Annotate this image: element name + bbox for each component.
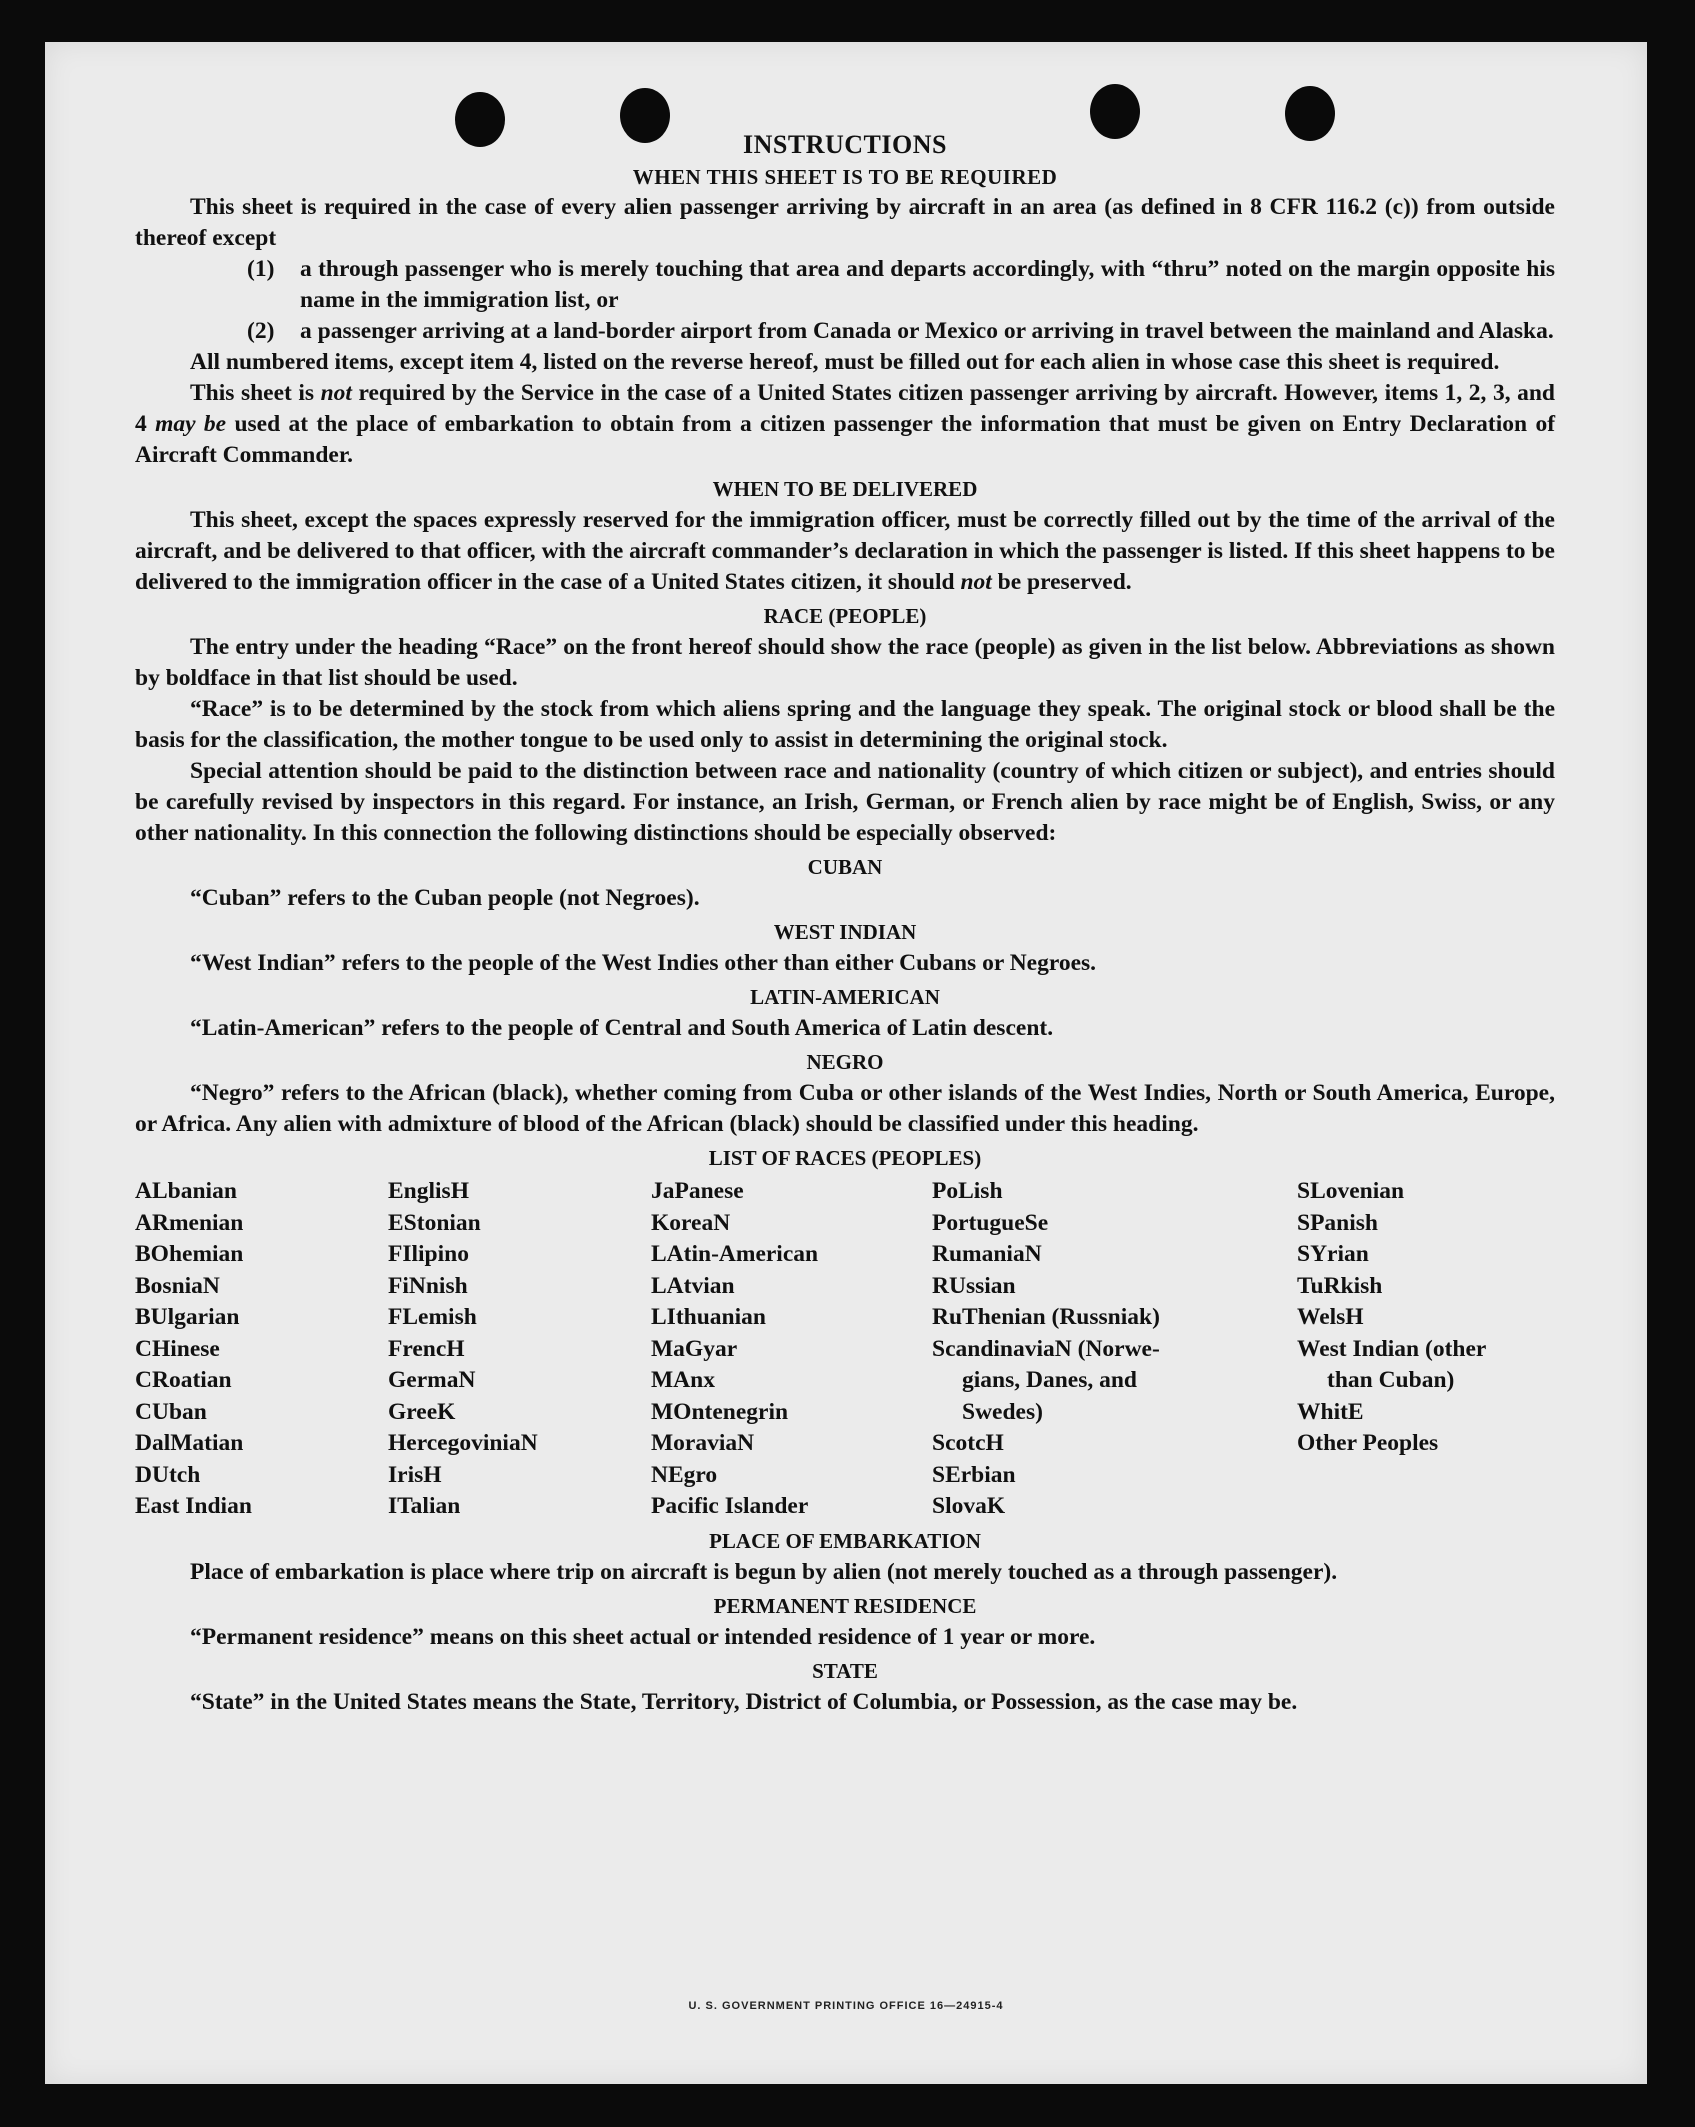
instructions-content [135, 128, 1555, 1718]
race-item: JaPanese [651, 1178, 744, 1204]
race-item: KoreaN [651, 1209, 731, 1236]
race-item: BOhemian [135, 1241, 244, 1267]
item-text: a passenger arriving at a land-border airport from Canada or Mexico or arriving in travel between the mainland and Alaska. [300, 318, 1554, 344]
paragraph: “State” in the United States means the State, Territory, District of Columbia, or Possession, as the case may be. [190, 1688, 1298, 1715]
race-item: MOntenegrin [651, 1398, 789, 1425]
race-item: NEgro [651, 1461, 718, 1488]
paragraph: “Permanent residence” means on this sheet actual or intended residence of 1 year or more. [190, 1623, 1096, 1650]
race-item: DalMatian [135, 1430, 244, 1456]
races-list [135, 1176, 1555, 1523]
race-item: than Cuban) [1327, 1367, 1455, 1393]
race-item: East Indian [135, 1493, 252, 1519]
paragraph: Place of embarkation is place where trip on aircraft is begun by alien (not merely touched as a through passenger). [190, 1558, 1338, 1585]
paragraph: All numbered items, except item 4, listed on the reverse hereof, must be filled out for each alien in whose case this sheet is required. [190, 349, 1500, 375]
race-item: SLovenian [1297, 1178, 1405, 1204]
race-item: SPanish [1297, 1209, 1378, 1236]
races-column [1297, 1176, 1555, 1523]
race-item: LIthuanian [651, 1304, 766, 1330]
race-item: LAtin-American [651, 1241, 819, 1267]
race-item: CRoatian [135, 1367, 232, 1393]
race-item: EStonian [388, 1209, 481, 1236]
race-item: Pacific Islander [651, 1493, 809, 1519]
section-heading-races-list: LIST OF RACES (PEOPLES) [708, 1146, 982, 1170]
race-item: FrencH [388, 1335, 465, 1362]
paragraph: This sheet is not required by the Service in the case of a United States citizen passenger arriving by aircraft. However, items 1, 2, 3, and 4 may be used at the place of embarkation to obtain from a citizen passenger the information that must be given on Entry Declaration of Aircraft Commander. [135, 380, 1556, 468]
race-item: LAtvian [651, 1272, 735, 1299]
race-item: ALbanian [135, 1178, 237, 1204]
race-item: DUtch [135, 1461, 201, 1488]
race-item: ScandinaviaN (Norwe- [932, 1335, 1160, 1362]
section-heading-residence: PERMANENT RESIDENCE [713, 1593, 977, 1618]
race-item: ScotcH [932, 1430, 1004, 1456]
section-heading-cuban: CUBAN [807, 855, 883, 879]
race-item: CUban [135, 1398, 207, 1425]
paragraph: This sheet, except the spaces expressly reserved for the immigration officer, must be correctly filled out by the time of the arrival of the aircraft, and be delivered to that officer, with the aircraft commander’s declaration in which the passenger is listed. If this sheet happens to be delivered to the immigration officer in the case of a United States citizen, it should not be preserved. [135, 507, 1555, 595]
race-item: EnglisH [388, 1178, 469, 1204]
race-item: gians, Danes, and [962, 1367, 1137, 1393]
section-heading-state: STATE [812, 1658, 878, 1683]
section-heading-west-indian: WEST INDIAN [773, 920, 917, 944]
race-item: SErbian [932, 1461, 1016, 1488]
race-item: SYrian [1297, 1241, 1369, 1267]
section-heading-latin-american: LATIN-AMERICAN [750, 985, 940, 1009]
section-heading-negro: NEGRO [806, 1050, 884, 1074]
instructions-title: INSTRUCTIONS [743, 130, 947, 159]
race-item: FiNnish [388, 1272, 468, 1299]
races-column [932, 1176, 1297, 1523]
paragraph: “Negro” refers to the African (black), whether coming from Cuba or other islands of the West Indies, North or South America, Europe, or Africa. Any alien with admixture of blood of the African (black) should be classified under this heading. [135, 1080, 1555, 1137]
race-item: CHinese [135, 1335, 220, 1362]
race-item: RUssian [932, 1272, 1016, 1299]
section-heading-required: WHEN THIS SHEET IS TO BE REQUIRED [632, 165, 1058, 189]
paragraph: This sheet is required in the case of every alien passenger arriving by aircraft in an area (as defined in 8 CFR 116.2 (c)) from outside thereof except [135, 194, 1555, 251]
race-item: MaGyar [651, 1335, 738, 1362]
races-column [135, 1176, 388, 1523]
race-item: Other Peoples [1297, 1430, 1439, 1456]
race-item: TuRkish [1297, 1272, 1383, 1299]
races-column [651, 1176, 932, 1523]
list-item [247, 254, 1555, 316]
race-item: MAnx [651, 1367, 715, 1393]
item-number: (2) [247, 318, 275, 344]
race-item: FIlipino [388, 1241, 469, 1267]
race-item: ARmenian [135, 1209, 244, 1236]
race-item: IrisH [388, 1461, 442, 1488]
race-item: PoLish [932, 1178, 1003, 1204]
races-column [388, 1176, 651, 1523]
race-item: West Indian (other [1297, 1335, 1487, 1362]
race-item: WhitE [1297, 1398, 1364, 1425]
race-item: ITalian [388, 1493, 461, 1519]
section-heading-embarkation: PLACE OF EMBARKATION [709, 1528, 981, 1553]
race-item: SlovaK [932, 1493, 1006, 1519]
item-text: a through passenger who is merely touching that area and departs accordingly, with “thru” noted on the margin opposite his name in the immigration list, or [300, 256, 1555, 313]
paragraph: “Latin-American” refers to the people of Central and South America of Latin descent. [190, 1015, 1054, 1041]
race-item: MoraviaN [651, 1430, 755, 1456]
printing-office-footer: U. S. GOVERNMENT PRINTING OFFICE 16—24915-4 [688, 2000, 1004, 2012]
race-item: PortugueSe [932, 1209, 1049, 1236]
section-heading-delivered: WHEN TO BE DELIVERED [712, 477, 978, 501]
race-item: FLemish [388, 1304, 477, 1330]
race-item: RuThenian (Russniak) [932, 1304, 1160, 1330]
race-item: WelsH [1297, 1304, 1364, 1330]
section-heading-race: RACE (PEOPLE) [763, 604, 927, 628]
race-item: Swedes) [962, 1398, 1043, 1425]
list-item [247, 316, 1555, 347]
race-item: BosniaN [135, 1272, 220, 1299]
document-sheet [45, 42, 1647, 2084]
item-number: (1) [247, 256, 275, 282]
paragraph: “Cuban” refers to the Cuban people (not Negroes). [190, 885, 700, 911]
race-item: BUlgarian [135, 1304, 240, 1330]
race-item: GermaN [388, 1367, 476, 1393]
paragraph: The entry under the heading “Race” on the front hereof should show the race (people) as given in the list below. Abbreviations as shown by boldface in that list should be used. [135, 634, 1555, 691]
paragraph: “West Indian” refers to the people of the West Indies other than either Cubans or Negroes. [190, 950, 1097, 976]
paragraph: Special attention should be paid to the distinction between race and nationality (country of which citizen or subject), and entries should be carefully revised by inspectors in this regard. For instance, an Irish, German, or French alien by race might be of English, Swiss, or any other nationality. In this connection the following distinctions should be especially observed: [135, 758, 1555, 846]
race-item: GreeK [388, 1398, 456, 1425]
race-item: RumaniaN [932, 1241, 1042, 1267]
race-item: HercegoviniaN [388, 1430, 538, 1456]
paragraph: “Race” is to be determined by the stock from which aliens spring and the language they speak. The original stock or blood shall be the basis for the classification, the mother tongue to be used only to assist in determining the original stock. [135, 696, 1555, 753]
